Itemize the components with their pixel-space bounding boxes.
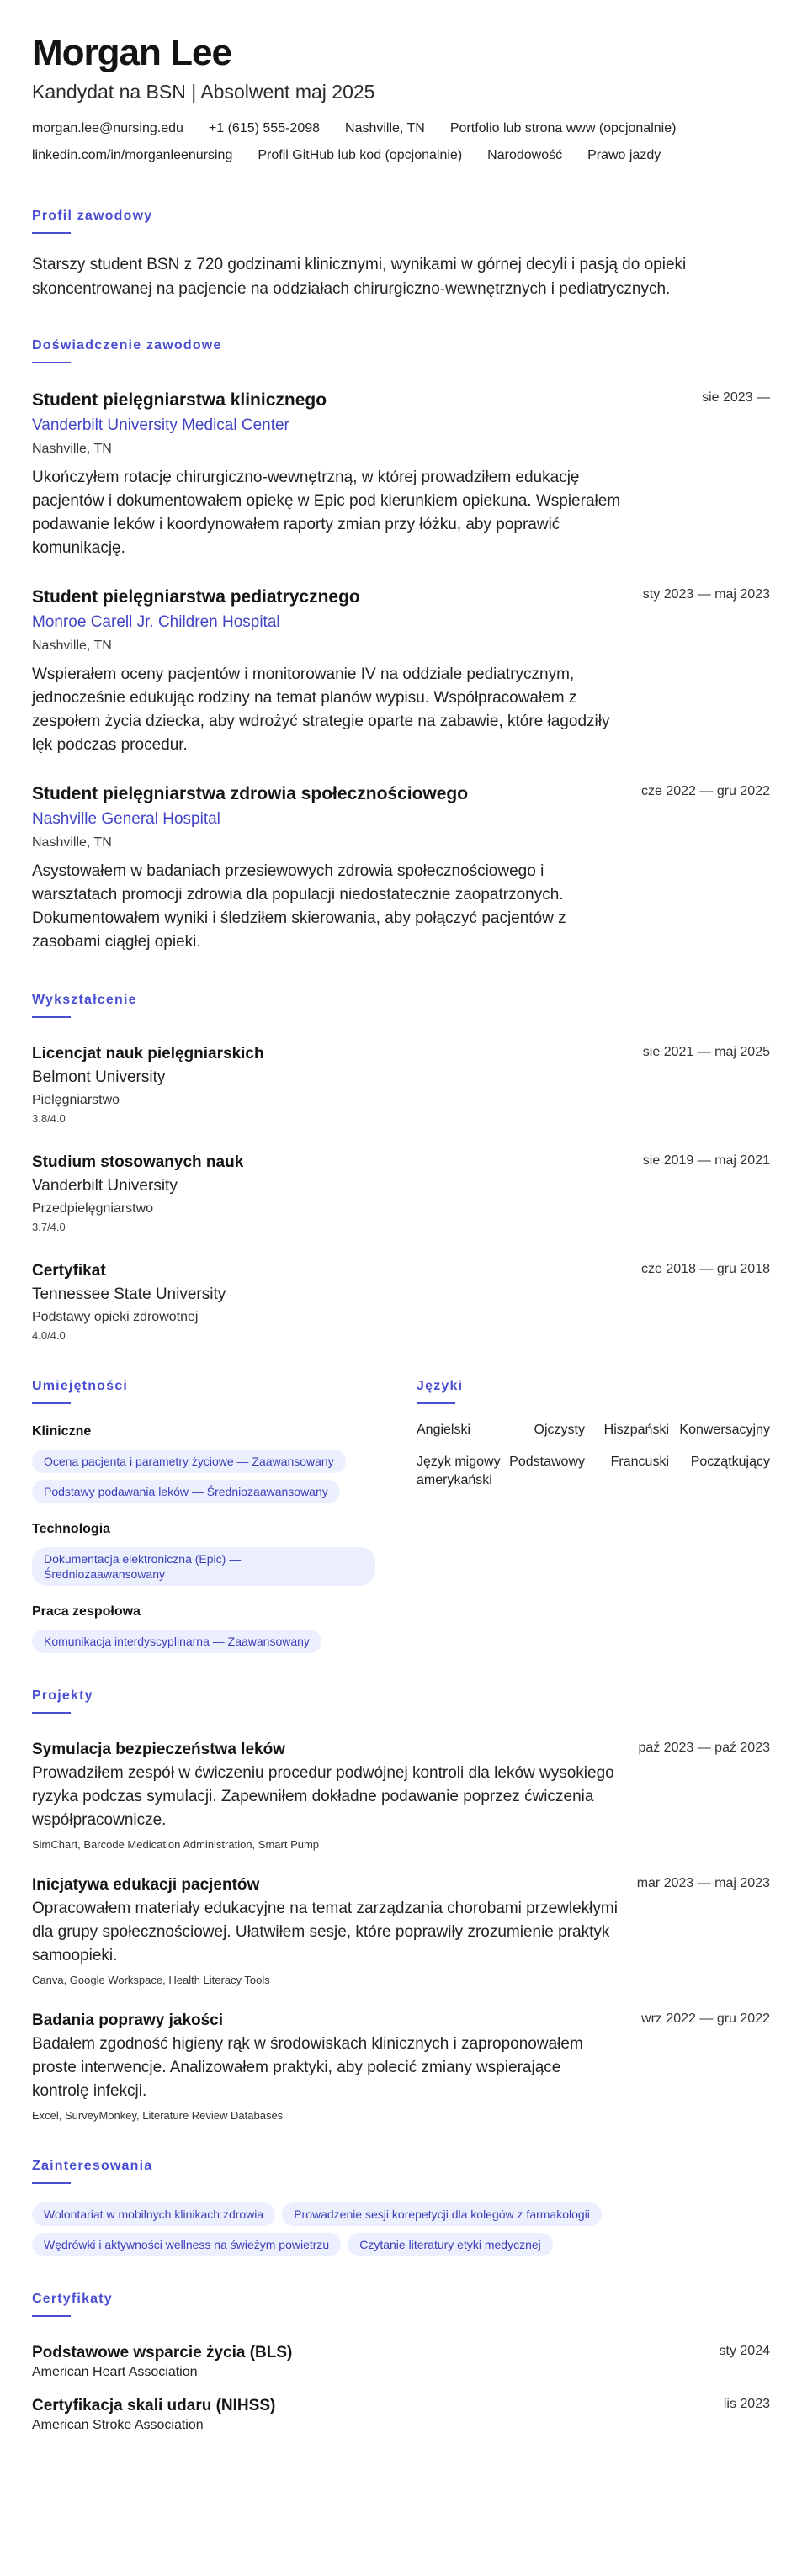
language-name: Angielski: [417, 1423, 471, 1437]
candidate-name: Morgan Lee: [32, 32, 231, 73]
project-entry: [32, 2010, 770, 2123]
experience-description: Asystowałem w badaniach przesiewowych zdrowia społecznościowego i warsztatach promocji zdrowia dla populacji niedostatecznie zaopatrzonych. Dokumentowałem wyniki i śledziłem skierowania, aby połączyć pacjentów z zasobami ciągłej opieki.: [32, 862, 566, 951]
section-divider: [32, 2182, 71, 2184]
experience-org: Monroe Carell Jr. Children Hospital: [32, 613, 280, 631]
language-name: Hiszpański: [603, 1423, 669, 1437]
summary-section: [32, 207, 770, 301]
language-row: [417, 1421, 770, 1439]
project-name: Badania poprawy jakości: [32, 2012, 224, 2029]
interests-section: [32, 2157, 770, 2256]
project-tools: Canva, Google Workspace, Health Literacy Tools: [32, 1974, 270, 1986]
project-description: Prowadziłem zespół w ćwiczeniu procedur podwójnej kontroli dla leków wysokiego ryzyka podczas symulacji. Zapewniłem dokładne podawanie poprzez ćwiczenia współpracownicze.: [32, 1764, 614, 1829]
section-divider: [32, 1402, 71, 1404]
project-dates: wrz 2022 — gru 2022: [641, 2012, 770, 2026]
project-dates: mar 2023 — maj 2023: [636, 1876, 770, 1890]
experience-description: Wspierałem oceny pacjentów i monitorowanie IV na oddziale pediatrycznym, jednocześnie edukując rodziny na temat planów wypisu. Współpracowałem z zespołem życia dziecka, aby wdrożyć strategie oparte na zabawie, które łagodziły lęk podczas procedur.: [32, 665, 610, 754]
experience-entry: [32, 586, 770, 757]
skill-chip: Podstawy podawania leków — Średniozaawansowany: [32, 1480, 340, 1503]
project-tools: Excel, SurveyMonkey, Literature Review Databases: [32, 2109, 284, 2122]
skill-chip: Komunikacja interdyscyplinarna — Zaawansowany: [32, 1630, 321, 1653]
experience-role: Student pielęgniarstwa zdrowia społecznościowego: [32, 784, 469, 803]
experience-org: Vanderbilt University Medical Center: [32, 416, 289, 434]
certification-name: Certyfikacja skali udaru (NIHSS): [32, 2397, 276, 2414]
project-name: Symulacja bezpieczeństwa leków: [32, 1741, 285, 1758]
interest-chip: Wolontariat w mobilnych klinikach zdrowia: [32, 2202, 275, 2226]
education-degree: Certyfikat: [32, 1262, 106, 1280]
contact-row: [32, 119, 770, 165]
language-level: Ojczysty: [534, 1423, 585, 1437]
experience-role: Student pielęgniarstwa klinicznego: [32, 390, 327, 410]
language-row: [417, 1453, 770, 1490]
contact-linkedin[interactable]: linkedin.com/in/morganleenursing: [32, 148, 233, 162]
experience-location: Nashville, TN: [32, 639, 112, 653]
experience-entry: [32, 782, 770, 954]
education-field: Podstawy opieki zdrowotnej: [32, 1310, 199, 1324]
certification-entry: [32, 2342, 770, 2382]
contact-driving-license: Prawo jazdy: [587, 148, 661, 162]
project-tools: SimChart, Barcode Medication Administration, Smart Pump: [32, 1838, 320, 1851]
language-name: Francuski: [610, 1455, 669, 1469]
education-dates: cze 2018 — gru 2018: [641, 1262, 770, 1276]
experience-description: Ukończyłem rotację chirurgiczno-wewnętrzną, w której prowadziłem edukację pacjentów i dokumentowałem opiekę w Epic pod kierunkiem opiekuna. Wspierałem podawanie leków i koordynowałem raporty zmian przy łóżku, aby poprawić komunikację.: [32, 469, 621, 557]
section-divider: [32, 2315, 71, 2317]
skill-chips: [32, 1450, 385, 1503]
project-description: Opracowałem materiały edukacyjne na temat zarządzania chorobami przewlekłymi dla grupy społecznościowej. Ułatwiłem sesje, które poprawiły zrozumienie praktyk samoopieki.: [32, 1900, 618, 1964]
contact-github[interactable]: Profil GitHub lub kod (opcjonalnie): [258, 148, 463, 162]
education-section: [32, 991, 770, 1344]
experience-location: Nashville, TN: [32, 835, 112, 850]
education-field: Pielęgniarstwo: [32, 1093, 120, 1107]
certifications-section: [32, 2290, 770, 2435]
certification-issuer: American Stroke Association: [32, 2418, 204, 2432]
skills-languages-row: [32, 1377, 770, 1653]
contact-nationality: Narodowość: [487, 148, 563, 162]
skill-category: Praca zespołowa: [32, 1604, 141, 1619]
section-divider: [417, 1402, 455, 1404]
experience-dates: sie 2023 —: [702, 390, 770, 405]
education-school: Tennessee State University: [32, 1285, 226, 1303]
certification-name: Podstawowe wsparcie życia (BLS): [32, 2344, 293, 2361]
education-entry: [32, 1152, 770, 1235]
experience-location: Nashville, TN: [32, 442, 112, 456]
experience-section: [32, 337, 770, 954]
project-description: Badałem zgodność higieny rąk w środowiskach klinicznych i zaproponowałem proste interwencje. Analizowałem praktyki, aby polecić zmiany wspierające kontrolę infekcji.: [32, 2035, 583, 2100]
section-title: Doświadczenie zawodowe: [32, 338, 222, 352]
experience-dates: sty 2023 — maj 2023: [642, 587, 770, 602]
education-school: Vanderbilt University: [32, 1177, 178, 1195]
certification-issuer: American Heart Association: [32, 2365, 198, 2379]
candidate-headline: Kandydat na BSN | Absolwent maj 2025: [32, 81, 375, 103]
section-divider: [32, 1016, 71, 1018]
project-name: Inicjatywa edukacji pacjentów: [32, 1876, 260, 1894]
language-name: Język migowy amerykański: [417, 1455, 501, 1487]
project-entry: [32, 1739, 770, 1852]
language-level: Konwersacyjny: [679, 1423, 770, 1437]
education-entry: [32, 1260, 770, 1344]
section-title: Zainteresowania: [32, 2159, 153, 2173]
section-title: Wykształcenie: [32, 993, 137, 1007]
summary-text: Starszy student BSN z 720 godzinami klinicznymi, wynikami w górnej decyli i pasją do opieki skoncentrowanej na pacjencie na oddziałach chirurgiczno-wewnętrznych i pediatrycznych.: [32, 256, 687, 298]
language-level: Początkujący: [690, 1455, 770, 1469]
skill-chip: Dokumentacja elektroniczna (Epic) — Średniozaawansowany: [32, 1547, 375, 1586]
resume-header: [32, 32, 770, 165]
contact-location: Nashville, TN: [345, 121, 425, 135]
contact-portfolio[interactable]: Portfolio lub strona www (opcjonalnie): [449, 121, 677, 135]
education-degree: Studium stosowanych nauk: [32, 1153, 244, 1171]
skill-chips: [32, 1547, 385, 1586]
education-dates: sie 2019 — maj 2021: [642, 1153, 770, 1168]
experience-role: Student pielęgniarstwa pediatrycznego: [32, 587, 360, 607]
education-entry: [32, 1043, 770, 1126]
interest-chip: Czytanie literatury etyki medycznej: [348, 2233, 553, 2256]
project-entry: [32, 1874, 770, 1988]
section-divider: [32, 362, 71, 363]
skill-chips: [32, 1630, 385, 1653]
language-level: Podstawowy: [509, 1455, 585, 1469]
certification-date: sty 2024: [719, 2344, 770, 2358]
skill-category: Technologia: [32, 1522, 111, 1536]
section-divider: [32, 1712, 71, 1714]
skill-category: Kliniczne: [32, 1424, 92, 1439]
education-field: Przedpielęgniarstwo: [32, 1201, 154, 1216]
education-gpa: 4.0/4.0: [32, 1329, 66, 1342]
interest-chips: [32, 2202, 770, 2256]
interest-chip: Prowadzenie sesji korepetycji dla kolegów z farmakologii: [282, 2202, 602, 2226]
section-title: Profil zawodowy: [32, 209, 153, 223]
education-gpa: 3.7/4.0: [32, 1221, 66, 1233]
projects-section: [32, 1687, 770, 2123]
project-dates: paź 2023 — paź 2023: [638, 1741, 770, 1755]
contact-email[interactable]: morgan.lee@nursing.edu: [32, 121, 183, 135]
certification-entry: [32, 2395, 770, 2435]
languages-table: [417, 1421, 770, 1490]
section-divider: [32, 232, 71, 234]
education-degree: Licencjat nauk pielęgniarskich: [32, 1045, 264, 1063]
education-dates: sie 2021 — maj 2025: [642, 1045, 770, 1059]
languages-section: [417, 1377, 770, 1653]
experience-dates: cze 2022 — gru 2022: [641, 784, 770, 798]
experience-org: Nashville General Hospital: [32, 810, 220, 828]
certification-date: lis 2023: [723, 2397, 770, 2411]
contact-phone[interactable]: +1 (615) 555-2098: [208, 121, 321, 135]
skills-section: [32, 1377, 385, 1653]
interest-chip: Wędrówki i aktywności wellness na świeżym powietrzu: [32, 2233, 341, 2256]
section-title: Języki: [417, 1379, 464, 1393]
section-title: Projekty: [32, 1688, 93, 1703]
skill-chip: Ocena pacjenta i parametry życiowe — Zaawansowany: [32, 1450, 346, 1473]
section-title: Umiejętności: [32, 1379, 128, 1393]
education-gpa: 3.8/4.0: [32, 1112, 66, 1125]
experience-entry: [32, 389, 770, 560]
education-school: Belmont University: [32, 1068, 166, 1086]
section-title: Certyfikaty: [32, 2292, 113, 2306]
